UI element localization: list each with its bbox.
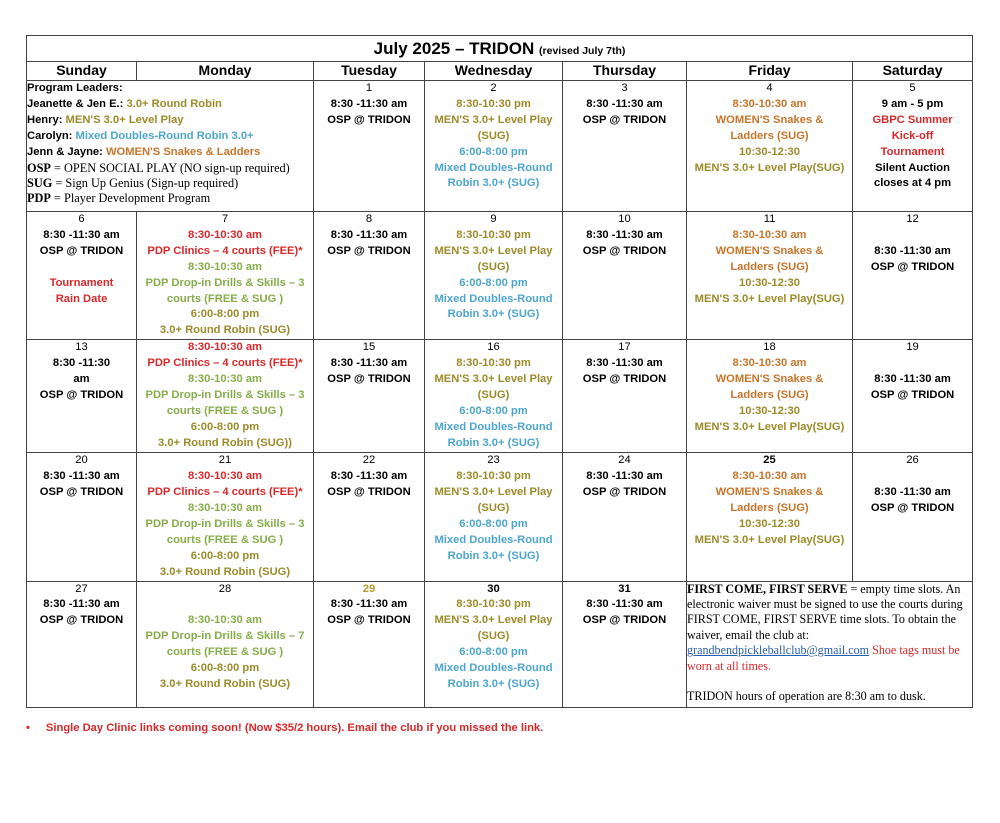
day-number: 25: [763, 454, 776, 467]
day-number: 19: [906, 341, 919, 354]
event-line: GBPC Summer: [872, 113, 953, 126]
day-cell: [563, 81, 687, 212]
event-line: closes at 4 pm: [873, 177, 952, 190]
event-line: Silent Auction: [875, 161, 950, 174]
event-line: 8:30-10:30 am: [187, 614, 262, 627]
day-cell: [425, 81, 563, 212]
event-line: 6:00-8:00 pm: [190, 662, 260, 675]
weekday-saturday: Saturday: [853, 62, 973, 81]
week-row-3: [27, 340, 973, 453]
day-number: 13: [75, 341, 88, 354]
event-line: courts (FREE & SUG ): [166, 404, 284, 417]
event-line: PDP Clinics – 4 courts (FEE)*: [147, 357, 303, 370]
legend-pdp: PDP = Player Development Program: [27, 190, 211, 205]
fcfs-text: = empty time slots. An electronic waiver must be signed to use the courts during FIRST COME, FIRST SERVE time slots. To obtain the waiver, email the club at:: [687, 581, 963, 642]
day-number: 30: [487, 582, 500, 595]
leader-name: Jenn & Jayne:: [27, 145, 103, 158]
event-line: 10:30-12:30: [739, 145, 800, 158]
day-cell: [27, 581, 137, 707]
event-line: 6:00-8:00 pm: [459, 517, 528, 530]
club-email-link[interactable]: grandbendpickleballclub@gmail.com: [687, 643, 870, 658]
event-line: (SUG): [477, 630, 510, 643]
week-row-1: [27, 81, 973, 212]
day-cell: [27, 340, 137, 453]
day-cell: [314, 212, 425, 340]
event-line: Robin 3.0+ (SUG): [447, 436, 540, 449]
title-main: July 2025 – TRIDON: [373, 38, 535, 58]
event-line: 6:00-8:00 pm: [190, 420, 260, 433]
event-line: PDP Drop-in Drills & Skills – 3: [145, 517, 305, 530]
day-cell: [687, 453, 853, 581]
event-line: 8:30-10:30 am: [732, 470, 807, 483]
event-line: PDP Clinics – 4 courts (FEE)*: [147, 244, 303, 257]
day-number: 11: [763, 213, 776, 225]
event-line: 8:30-10:30 pm: [456, 598, 531, 611]
event-line: PDP Drop-in Drills & Skills – 3: [145, 388, 305, 401]
day-cell: [314, 340, 425, 453]
event-line: OSP @ TRIDON: [39, 486, 124, 499]
event-line: OSP @ TRIDON: [870, 388, 955, 401]
day-number: 28: [218, 582, 232, 595]
day-cell: [853, 81, 973, 212]
event-line: Ladders (SUG): [730, 501, 809, 514]
event-line: 8:30 -11:30 am: [586, 357, 663, 370]
week-row-4: [27, 453, 973, 581]
event-line: 6:00-8:00 pm: [459, 145, 528, 158]
day-cell: [563, 340, 687, 453]
leader-program: 3.0+ Round Robin: [126, 97, 222, 110]
spacer: [27, 260, 136, 276]
event-line: PDP Drop-in Drills & Skills – 3: [145, 276, 305, 289]
event-line: OSP @ TRIDON: [327, 373, 411, 386]
day-cell: [137, 340, 314, 453]
event-line: OSP @ TRIDON: [327, 244, 411, 257]
weekday-header-row: [27, 62, 973, 81]
event-line: OSP @ TRIDON: [582, 486, 667, 499]
event-line: (SUG): [477, 260, 510, 273]
day-number: 10: [618, 213, 631, 225]
day-cell: [314, 453, 425, 581]
event-line: OSP @ TRIDON: [870, 501, 955, 514]
event-line: Mixed Doubles-Round: [434, 533, 553, 546]
event-line: Robin 3.0+ (SUG): [447, 308, 540, 321]
event-line: Ladders (SUG): [730, 388, 809, 401]
fcfs-heading: FIRST COME, FIRST SERVE: [687, 581, 848, 596]
event-line: Mixed Doubles-Round: [434, 662, 553, 675]
event-line: 8:30 -11:30 am: [43, 598, 120, 611]
day-cell: [853, 212, 973, 340]
day-number: 5: [909, 82, 916, 94]
day-number: 21: [218, 454, 232, 467]
event-line: 9 am - 5 pm: [881, 97, 944, 110]
day-cell: [563, 581, 687, 707]
day-cell: [314, 81, 425, 212]
leader-name: Jeanette & Jen E.:: [27, 97, 124, 110]
day-number: 16: [487, 341, 500, 354]
spacer: [137, 597, 313, 613]
day-cell: [687, 212, 853, 340]
event-line: 8:30-10:30 am: [732, 228, 807, 241]
event-line: 8:30 -11:30 am: [586, 97, 663, 110]
weekday-sunday: Sunday: [27, 62, 137, 81]
day-number: 9: [490, 213, 497, 225]
event-line: MEN'S 3.0+ Level Play: [434, 244, 553, 257]
event-line: 8:30 -11:30 am: [874, 373, 951, 386]
program-leaders-legend: [27, 81, 314, 212]
day-cell: [687, 81, 853, 212]
event-line: 8:30-10:30 am: [187, 373, 262, 386]
event-line: OSP @ TRIDON: [582, 113, 667, 126]
event-line: 8:30 -11:30 am: [586, 228, 663, 241]
event-line: 8:30 -11:30 am: [43, 228, 120, 241]
event-line: 8:30-10:30 pm: [456, 357, 531, 370]
event-line: 3.0+ Round Robin (SUG): [159, 324, 291, 337]
event-line: 8:30 -11:30 am: [874, 486, 951, 499]
event-line: WOMEN'S Snakes &: [715, 244, 824, 257]
day-cell: [314, 581, 425, 707]
day-cell: [137, 581, 314, 707]
event-line: 8:30 -11:30 am: [330, 228, 408, 241]
day-number: 6: [78, 213, 85, 225]
event-line: 8:30 -11:30 am: [330, 357, 408, 370]
event-line: (SUG): [477, 501, 510, 514]
day-cell: [27, 212, 137, 340]
event-line: (SUG): [477, 388, 510, 401]
weekday-friday: Friday: [687, 62, 853, 81]
event-line: MEN'S 3.0+ Level Play: [434, 113, 553, 126]
day-number: 7: [221, 213, 229, 225]
event-line: 8:30-10:30 am: [187, 501, 262, 514]
event-line: Tournament: [49, 276, 114, 289]
event-line: OSP @ TRIDON: [327, 113, 411, 126]
event-line: 3.0+ Round Robin (SUG): [159, 677, 291, 690]
leader-program: Mixed Doubles-Round Robin 3.0+: [75, 129, 254, 142]
day-number: 4: [766, 82, 773, 94]
event-line: WOMEN'S Snakes &: [715, 373, 824, 386]
day-cell: [425, 212, 563, 340]
event-line: Ladders (SUG): [730, 129, 809, 142]
shoe-tag-note: Shoe tags must be worn at all times.: [687, 643, 960, 673]
leader-name: Carolyn:: [27, 129, 73, 142]
day-number: 27: [75, 582, 88, 595]
event-line: 6:00-8:00 pm: [459, 276, 528, 289]
day-cell: [137, 453, 314, 581]
event-line: Robin 3.0+ (SUG): [447, 177, 540, 190]
day-cell: [27, 453, 137, 581]
day-number: 20: [75, 454, 88, 467]
event-line: OSP @ TRIDON: [39, 614, 124, 627]
event-line: MEN'S 3.0+ Level Play(SUG): [694, 292, 845, 305]
day-number: 31: [618, 582, 631, 595]
day-cell: [425, 453, 563, 581]
first-come-first-serve-note: [687, 581, 973, 707]
day-cell: [853, 453, 973, 581]
weekday-wednesday: Wednesday: [425, 62, 563, 81]
event-line: 8:30-10:30 pm: [456, 470, 531, 483]
event-line: Tournament: [880, 145, 945, 158]
day-cell: [563, 212, 687, 340]
day-number: 8: [365, 213, 373, 225]
event-line: 10:30-12:30: [739, 276, 800, 289]
event-line: Kick-off: [891, 129, 934, 142]
spacer: [853, 356, 972, 372]
event-line: Mixed Doubles-Round: [434, 161, 553, 174]
week-row-5: [27, 581, 973, 707]
event-line: MEN'S 3.0+ Level Play(SUG): [694, 161, 845, 174]
event-line: MEN'S 3.0+ Level Play(SUG): [694, 420, 845, 433]
day-number: 15: [362, 341, 376, 354]
legend-osp: OSP = OPEN SOCIAL PLAY (NO sign-up required): [27, 160, 290, 175]
day-cell: [853, 340, 973, 453]
bullet-icon: •: [26, 722, 30, 734]
day-number: 12: [906, 213, 919, 225]
event-line: OSP @ TRIDON: [582, 373, 667, 386]
event-line: 8:30-10:30 am: [187, 260, 262, 273]
event-line: PDP Clinics – 4 courts (FEE)*: [147, 486, 303, 499]
event-line: MEN'S 3.0+ Level Play: [434, 486, 553, 499]
event-line: OSP @ TRIDON: [870, 260, 955, 273]
day-cell: [425, 581, 563, 707]
hours-of-operation: TRIDON hours of operation are 8:30 am to dusk.: [687, 688, 926, 703]
legend-heading: Program Leaders:: [27, 82, 123, 94]
day-number: 2: [490, 82, 497, 94]
weekday-tuesday: Tuesday: [314, 62, 425, 81]
event-line: courts (FREE & SUG ): [166, 533, 284, 546]
event-line: 8:30 -11:30 am: [43, 470, 120, 483]
event-line: 8:30 -11:30 am: [586, 598, 663, 611]
event-line: 8:30-10:30 pm: [456, 97, 531, 110]
event-line: 8:30-10:30 am: [187, 470, 262, 483]
event-line: WOMEN'S Snakes &: [715, 113, 824, 126]
event-line: 8:30-10:30 pm: [456, 228, 531, 241]
day-number: 1: [365, 82, 373, 94]
day-number: 3: [621, 82, 628, 94]
event-line: OSP @ TRIDON: [39, 244, 124, 257]
spacer: [853, 469, 972, 485]
week-row-2: [27, 212, 973, 340]
event-line: WOMEN'S Snakes &: [715, 486, 824, 499]
event-line: 3.0+ Round Robin (SUG): [159, 565, 291, 578]
event-line: Ladders (SUG): [730, 260, 809, 273]
event-line: MEN'S 3.0+ Level Play: [434, 614, 553, 627]
day-cell: [137, 212, 314, 340]
event-line: 8:30 -11:30 am: [874, 244, 951, 257]
day-number: 17: [618, 341, 631, 354]
event-line: 6:00-8:00 pm: [459, 404, 528, 417]
event-line: 8:30 -11:30 am: [330, 470, 408, 483]
weekday-thursday: Thursday: [563, 62, 687, 81]
event-line: Mixed Doubles-Round: [434, 420, 553, 433]
event-line: 8:30 -11:30 am: [586, 470, 663, 483]
event-line: OSP @ TRIDON: [327, 486, 411, 499]
event-line: OSP @ TRIDON: [582, 244, 667, 257]
day-number: 18: [763, 341, 776, 354]
event-line: PDP Drop-in Drills & Skills – 7: [145, 630, 305, 643]
event-line: MEN'S 3.0+ Level Play: [434, 373, 553, 386]
event-line: (SUG): [477, 129, 510, 142]
event-line: 3.0+ Round Robin (SUG)): [158, 436, 292, 449]
day-cell: [425, 340, 563, 453]
event-line: 10:30-12:30: [739, 404, 800, 417]
footnote-text: Single Day Clinic links coming soon! (Now $35/2 hours). Email the club if you missed the link.: [45, 722, 544, 734]
event-line: Robin 3.0+ (SUG): [447, 549, 540, 562]
day-number: 26: [906, 454, 919, 467]
event-line: OSP @ TRIDON: [582, 614, 667, 627]
event-line: MEN'S 3.0+ Level Play(SUG): [694, 533, 845, 546]
event-line: 8:30-10:30 am: [732, 357, 807, 370]
spacer: [853, 228, 972, 244]
event-line: OSP @ TRIDON: [327, 614, 411, 627]
leader-name: Henry:: [27, 113, 63, 126]
day-cell: [563, 453, 687, 581]
day-number: 23: [487, 454, 500, 467]
event-line: 8:30 -11:30 am: [330, 97, 408, 110]
day-number: 24: [618, 454, 631, 467]
calendar-table: [26, 35, 973, 708]
event-line: courts (FREE & SUG ): [166, 646, 284, 659]
day-number: 8:30-10:30 am: [187, 341, 262, 354]
day-cell: [687, 340, 853, 453]
event-line: Mixed Doubles-Round: [434, 292, 553, 305]
day-number: 22: [362, 454, 376, 467]
event-line: OSP @ TRIDON: [39, 388, 124, 401]
event-line: 8:30-10:30 am: [732, 97, 807, 110]
weekday-monday: Monday: [137, 62, 314, 81]
event-line: Rain Date: [55, 292, 108, 305]
event-line: 6:00-8:00 pm: [459, 646, 528, 659]
event-line: 10:30-12:30: [739, 517, 800, 530]
day-number: 29: [362, 582, 376, 595]
event-line: am: [73, 373, 90, 386]
event-line: Robin 3.0+ (SUG): [447, 677, 540, 690]
calendar-title: [27, 36, 973, 62]
event-line: courts (FREE & SUG ): [166, 292, 284, 305]
event-line: 6:00-8:00 pm: [190, 308, 260, 321]
event-line: 8:30 -11:30: [52, 357, 111, 370]
title-revision: (revised July 7th): [539, 44, 626, 57]
event-line: 8:30 -11:30 am: [330, 598, 408, 611]
event-line: 6:00-8:00 pm: [190, 549, 260, 562]
leader-program: MEN'S 3.0+ Level Play: [65, 113, 184, 126]
event-line: 8:30-10:30 am: [187, 228, 262, 241]
clinic-footnote: [26, 722, 543, 734]
legend-sug: SUG = Sign Up Genius (Sign-up required): [27, 175, 239, 190]
leader-program: WOMEN'S Snakes & Ladders: [105, 145, 261, 158]
